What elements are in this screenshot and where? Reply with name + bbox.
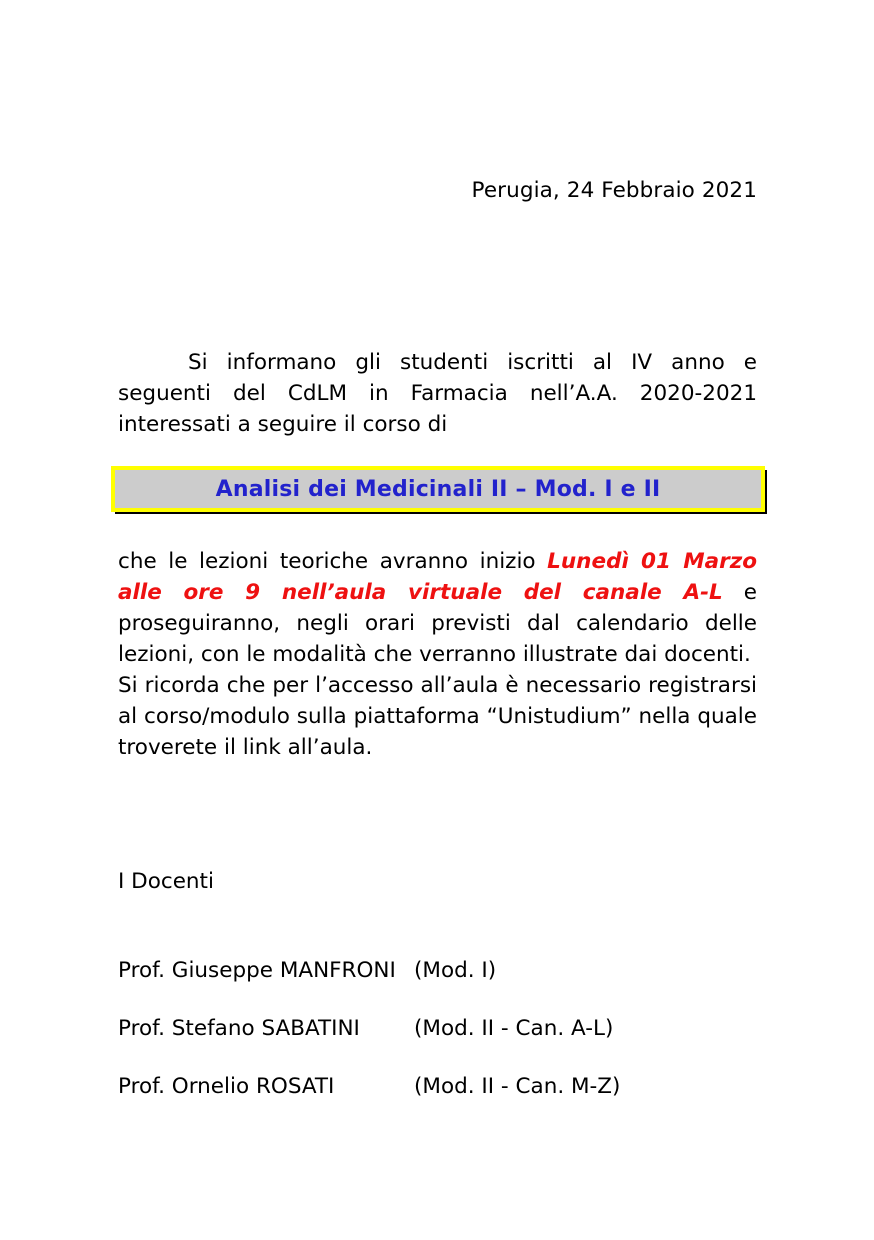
signature-heading: I Docenti bbox=[118, 869, 214, 894]
course-title-text: Analisi dei Medicinali II – Mod. I e II bbox=[215, 476, 661, 502]
teacher-name: Prof. Giuseppe MANFRONI bbox=[118, 958, 396, 983]
teacher-row bbox=[118, 1013, 757, 1044]
notice-paragraph-1 bbox=[118, 546, 757, 670]
teacher-module: (Mod. II - Can. A-L) bbox=[414, 1016, 614, 1041]
teacher-name: Prof. Stefano SABATINI bbox=[118, 1016, 360, 1041]
intro-paragraph: Si informano gli studenti iscritti al IV anno e seguenti del CdLM in Farmacia nell’A.A. 2020-2021 interessati a seguire il corso di bbox=[118, 350, 757, 437]
notice-block bbox=[118, 546, 757, 763]
signature-spacer-2 bbox=[118, 986, 757, 1013]
signature-spacer-3 bbox=[118, 1044, 757, 1071]
intro-block bbox=[118, 347, 757, 440]
course-title-box-frame bbox=[111, 466, 765, 512]
teacher-module: (Mod. I) bbox=[414, 958, 497, 983]
notice-prefix: che le lezioni teoriche avranno inizio bbox=[118, 549, 548, 574]
notice-paragraph-2: Si ricorda che per l’accesso all’aula è necessario registrarsi al corso/modulo sulla piattaforma “Unistudium” nella quale troverete il link all’aula. bbox=[118, 673, 757, 760]
teacher-module: (Mod. II - Can. M-Z) bbox=[414, 1074, 621, 1099]
teacher-row bbox=[118, 1071, 757, 1102]
date-line: Perugia, 24 Febbraio 2021 bbox=[471, 178, 757, 203]
notice-suffix: e proseguiranno, negli orari previsti dal calendario delle lezioni, con le modalità che verranno illustrate dai docenti. bbox=[118, 580, 757, 667]
course-title-box bbox=[111, 466, 767, 514]
notice-highlight: Lunedì 01 Marzo alle ore 9 nell’aula virtuale del canale A-L bbox=[118, 549, 757, 605]
signature-block bbox=[118, 866, 757, 1102]
teacher-row bbox=[118, 955, 757, 986]
signature-spacer-1 bbox=[118, 897, 757, 955]
teacher-name: Prof. Ornelio ROSATI bbox=[118, 1074, 335, 1099]
